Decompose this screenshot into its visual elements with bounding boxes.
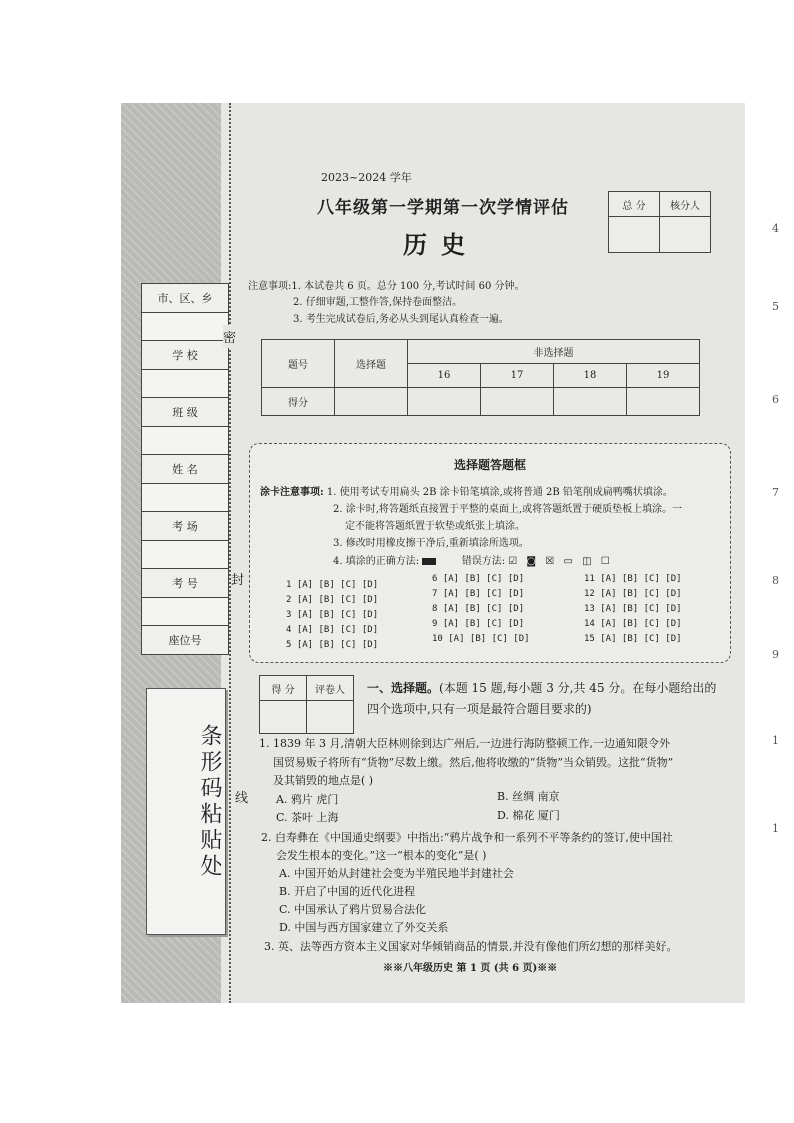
exam-title: 八年级第一学期第一次学情评估 xyxy=(317,198,569,218)
seal-char-xian: 线 xyxy=(235,785,248,808)
grader-score-cell[interactable] xyxy=(260,701,307,734)
edge-number: 1 xyxy=(772,822,779,835)
info-blank xyxy=(142,369,229,398)
fill-instruction-1: 涂卡注意事项: 1. 使用考试专用扁头 2B 涂卡铅笔填涂,或将普通 2B 铅笔削成扁鸭嘴状填涂。 xyxy=(260,487,673,498)
total-score-cell[interactable] xyxy=(609,217,660,253)
info-field-region: 市、区、乡 xyxy=(142,284,229,313)
choice-column-3 xyxy=(584,574,682,649)
barcode-label: 条形码粘贴处 xyxy=(197,724,222,880)
edge-number: 5 xyxy=(772,300,779,313)
q2-option-d[interactable]: D. 中国与西方国家建立了外交关系 xyxy=(279,921,449,934)
correct-fill-icon xyxy=(422,558,436,565)
grid-score-label: 得分 xyxy=(262,388,335,416)
fill-instructions-lead: 涂卡注意事项: xyxy=(260,487,324,498)
info-blank xyxy=(142,597,229,626)
choice-row[interactable]: 11 [A] [B] [C] [D] xyxy=(584,574,682,584)
answer-box-title: 选择题答题框 xyxy=(453,458,526,472)
section-desc-1: (本题 15 题,每小题 3 分,共 45 分。在每小题给出的 xyxy=(439,681,717,695)
q1-option-c[interactable]: C. 茶叶 上海 xyxy=(276,811,339,824)
score-checker-cell[interactable] xyxy=(660,217,711,253)
q2-stem-2: 会发生根本的变化。”这一“根本的变化”是( ) xyxy=(276,849,487,862)
seal-char-mi: 密 xyxy=(223,325,236,348)
info-field-seat: 座位号 xyxy=(142,626,229,655)
edge-number: 7 xyxy=(772,486,779,499)
wrong-fill-icons: ☑ ◙ ☒ ▭ ◫ ☐ xyxy=(508,556,613,567)
edge-number: 4 xyxy=(772,222,779,235)
q1-stem-2: 国贸易贩子将所有“货物”尽数上缴。然后,他将收缴的“货物”当众销毁。这批“货物” xyxy=(273,756,674,769)
choice-row[interactable]: 1 [A] [B] [C] [D] xyxy=(286,580,379,590)
choice-row[interactable]: 12 [A] [B] [C] [D] xyxy=(584,589,682,599)
notice-item-1: 1. 本试卷共 6 页。总分 100 分,考试时间 60 分钟。 xyxy=(291,281,525,292)
grader-name-label: 评卷人 xyxy=(307,676,354,701)
info-blank xyxy=(142,426,229,455)
grader-score-label: 得 分 xyxy=(260,676,307,701)
info-blank xyxy=(142,312,229,341)
fill-instruction-4: 4. 填涂的正确方法: 错误方法: ☑ ◙ ☒ ▭ ◫ ☐ xyxy=(333,556,613,567)
school-year: 2023~2024 学年 xyxy=(321,171,412,184)
notice-item-3: 3. 考生完成试卷后,务必从头到尾认真检查一遍。 xyxy=(293,314,509,325)
choice-column-2 xyxy=(432,574,530,649)
grid-col-17: 17 xyxy=(481,364,554,388)
choice-row[interactable]: 10 [A] [B] [C] [D] xyxy=(432,634,530,644)
info-field-school: 学 校 xyxy=(142,341,229,370)
choice-row[interactable]: 6 [A] [B] [C] [D] xyxy=(432,574,525,584)
q1-option-d[interactable]: D. 棉花 厦门 xyxy=(497,809,560,822)
fill-instruction-2: 2. 涂卡时,将答题纸直接置于平整的桌面上,或将答题纸置于硬质垫板上填涂。一 xyxy=(333,504,683,515)
grader-name-cell[interactable] xyxy=(307,701,354,734)
edge-number: 6 xyxy=(772,393,779,406)
wrong-method-label: 错误方法: xyxy=(461,556,506,567)
grid-col-19: 19 xyxy=(627,364,700,388)
grid-col-18: 18 xyxy=(554,364,627,388)
choice-row[interactable]: 15 [A] [B] [C] [D] xyxy=(584,634,682,644)
q2-option-b[interactable]: B. 开启了中国的近代化进程 xyxy=(279,885,416,898)
choice-column-1 xyxy=(286,580,378,655)
grid-choice-label: 选择题 xyxy=(335,340,408,388)
info-field-exam-room: 考 场 xyxy=(142,512,229,541)
edge-number: 8 xyxy=(772,574,779,587)
notice-item-2: 2. 仔细审题,工整作答,保持卷面整洁。 xyxy=(293,297,463,308)
score-checker-label: 核分人 xyxy=(660,192,711,217)
barcode-area xyxy=(146,688,226,935)
choice-row[interactable]: 4 [A] [B] [C] [D] xyxy=(286,625,379,635)
choice-row[interactable]: 8 [A] [B] [C] [D] xyxy=(432,604,525,614)
choice-row[interactable]: 13 [A] [B] [C] [D] xyxy=(584,604,682,614)
fill-instruction-3: 3. 修改时用橡皮擦干净后,重新填涂所选项。 xyxy=(333,538,529,549)
grid-score-16[interactable] xyxy=(408,388,481,416)
exam-paper xyxy=(121,103,745,1003)
answer-sheet-box xyxy=(249,443,731,663)
info-field-class: 班 级 xyxy=(142,398,229,427)
info-field-name: 姓 名 xyxy=(142,455,229,484)
grid-score-17[interactable] xyxy=(481,388,554,416)
info-blank xyxy=(142,540,229,569)
q1-stem-1: 1. 1839 年 3 月,清朝大臣林则徐到达广州后,一边进行海防整顿工作,一边通知限令外 xyxy=(259,737,670,750)
total-score-label: 总 分 xyxy=(609,192,660,217)
q2-stem-1: 2. 白寿彝在《中国通史纲要》中指出:“鸦片战争和一系列不平等条约的签订,使中国社 xyxy=(261,831,673,844)
choice-row[interactable]: 3 [A] [B] [C] [D] xyxy=(286,610,379,620)
student-info-table xyxy=(141,283,229,655)
subject-title: 历史 xyxy=(403,230,479,259)
fill-instruction-2b: 定不能将答题纸置于软垫或纸张上填涂。 xyxy=(345,521,525,532)
page-footer: ※※八年级历史 第 1 页 (共 6 页)※※ xyxy=(383,963,558,974)
grid-score-18[interactable] xyxy=(554,388,627,416)
grid-nonchoice-label: 非选择题 xyxy=(408,340,700,364)
info-blank xyxy=(142,483,229,512)
choice-row[interactable]: 9 [A] [B] [C] [D] xyxy=(432,619,525,629)
choice-row[interactable]: 7 [A] [B] [C] [D] xyxy=(432,589,525,599)
seal-char-feng: 封 xyxy=(231,567,244,590)
choice-row[interactable]: 14 [A] [B] [C] [D] xyxy=(584,619,682,629)
student-info-strip xyxy=(121,103,221,1003)
grid-question-label: 题号 xyxy=(262,340,335,388)
q1-stem-3: 及其销毁的地点是( ) xyxy=(273,774,374,787)
total-score-box xyxy=(608,191,711,253)
grid-col-16: 16 xyxy=(408,364,481,388)
choice-row[interactable]: 5 [A] [B] [C] [D] xyxy=(286,640,379,650)
seal-line xyxy=(229,103,231,1003)
notice-lead: 注意事项: xyxy=(248,281,292,292)
choice-row[interactable]: 2 [A] [B] [C] [D] xyxy=(286,595,379,605)
q3-stem-1: 3. 英、法等西方资本主义国家对华倾销商品的情景,并没有像他们所幻想的那样美好。 xyxy=(264,940,678,953)
notice-line-1 xyxy=(248,277,525,292)
score-grid xyxy=(261,339,700,416)
grid-score-19[interactable] xyxy=(627,388,700,416)
q1-option-a[interactable]: A. 鸦片 虎门 xyxy=(276,793,339,806)
section-heading-line xyxy=(367,679,716,696)
section-desc-2: 四个选项中,只有一项是最符合题目要求的) xyxy=(367,702,592,716)
grid-score-choice[interactable] xyxy=(335,388,408,416)
edge-number: 9 xyxy=(772,648,779,661)
q2-option-a[interactable]: A. 中国开始从封建社会变为半殖民地半封建社会 xyxy=(279,867,514,880)
q1-option-b[interactable]: B. 丝绸 南京 xyxy=(497,790,560,803)
edge-number: 1 xyxy=(772,734,779,747)
info-field-exam-number: 考 号 xyxy=(142,569,229,598)
q2-option-c[interactable]: C. 中国承认了鸦片贸易合法化 xyxy=(279,903,427,916)
section-heading: 一、选择题。 xyxy=(367,681,440,695)
section-grader-box xyxy=(259,675,354,734)
